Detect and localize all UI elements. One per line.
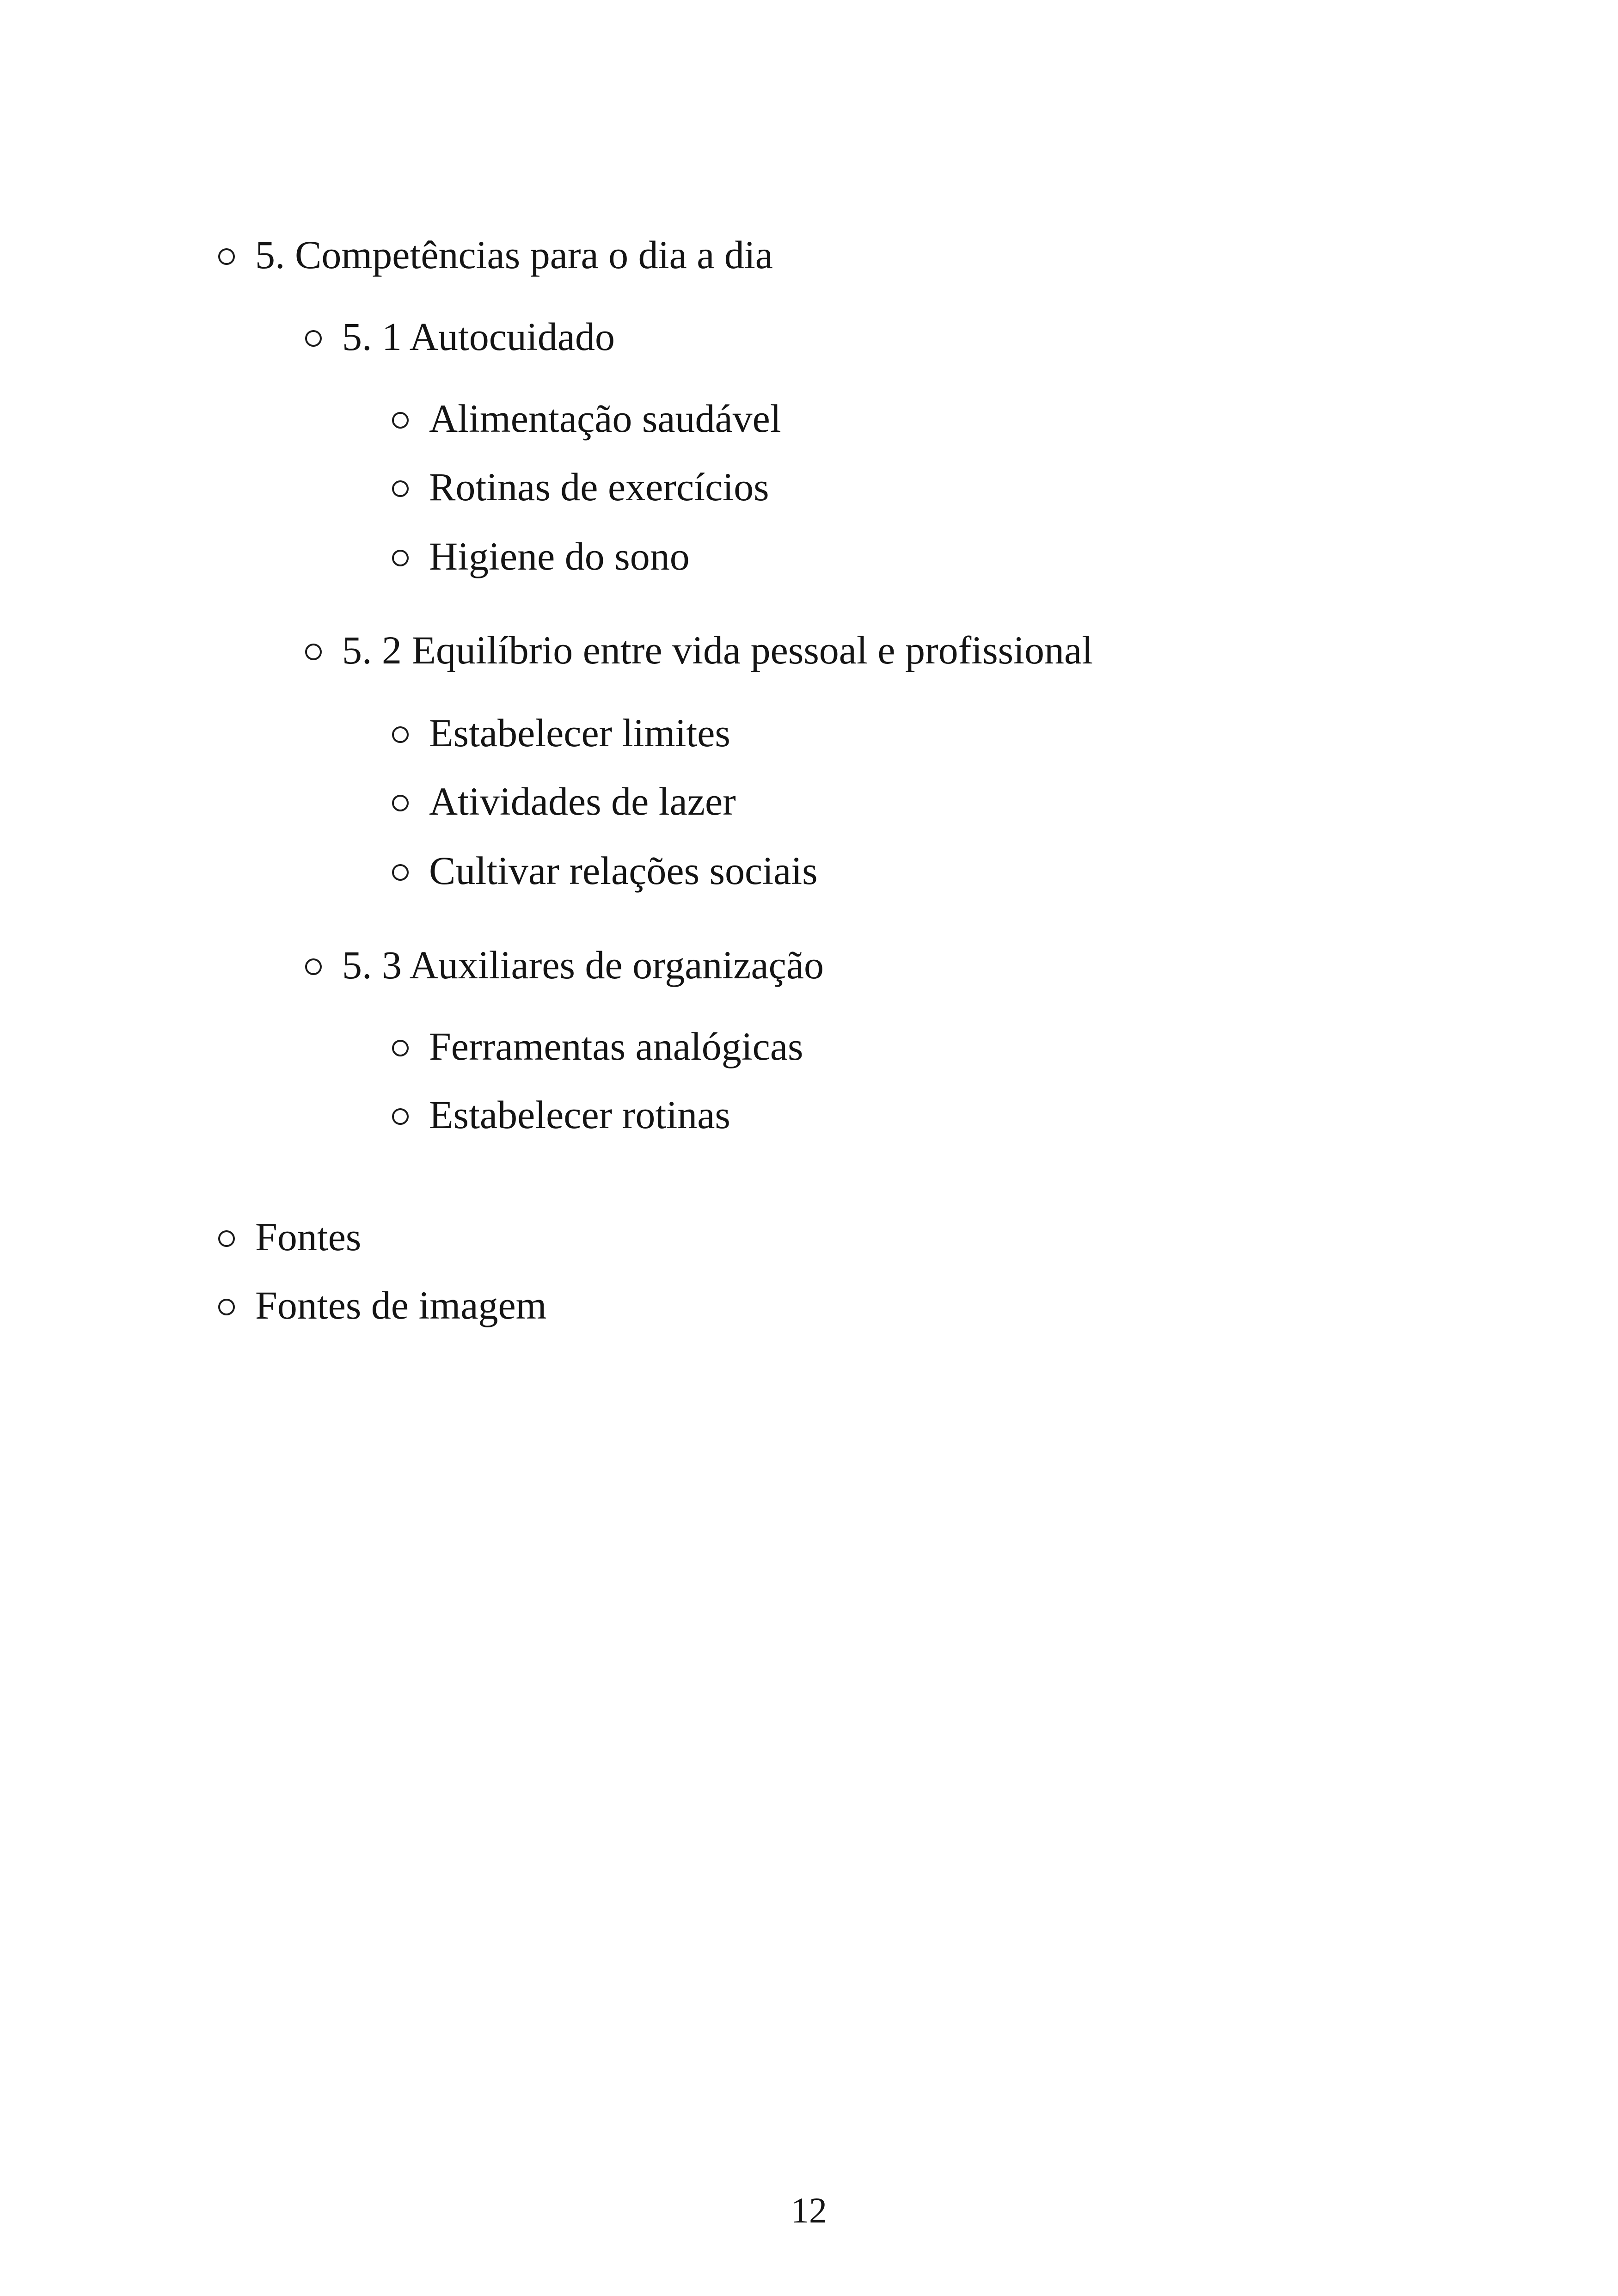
- circle-bullet-icon: [392, 1040, 409, 1056]
- toc-entry-label: Cultivar relações sociais: [429, 848, 818, 893]
- toc-entry-label: Fontes: [255, 1215, 362, 1259]
- toc-entry-item[interactable]: [392, 1026, 803, 1066]
- toc-entry-sources[interactable]: [218, 1217, 361, 1257]
- toc-entry-section-5-2[interactable]: [305, 630, 1093, 670]
- circle-bullet-icon: [218, 248, 235, 265]
- toc-entry-section-5-1[interactable]: [305, 314, 615, 359]
- circle-bullet-icon: [392, 412, 409, 429]
- toc-entry-item[interactable]: [392, 848, 818, 893]
- page-number: 12: [791, 2190, 827, 2230]
- circle-bullet-icon: [305, 958, 322, 975]
- toc-entry-item[interactable]: [392, 396, 781, 441]
- toc-entry-label: Rotinas de exercícios: [429, 465, 769, 509]
- circle-bullet-icon: [392, 1108, 409, 1125]
- toc-entry-item[interactable]: [392, 467, 769, 507]
- toc-entry-item[interactable]: [392, 713, 730, 753]
- toc-entry-section-5-3[interactable]: [305, 945, 824, 985]
- circle-bullet-icon: [218, 1299, 235, 1315]
- toc-entry-section-5[interactable]: [218, 235, 773, 275]
- circle-bullet-icon: [392, 480, 409, 497]
- circle-bullet-icon: [392, 726, 409, 743]
- toc-entry-image-sources[interactable]: [218, 1285, 547, 1325]
- circle-bullet-icon: [392, 864, 409, 881]
- toc-entry-item[interactable]: [392, 781, 736, 821]
- circle-bullet-icon: [305, 644, 322, 660]
- toc-entry-label: 5. Competências para o dia a dia: [255, 233, 773, 277]
- circle-bullet-icon: [218, 1230, 235, 1247]
- circle-bullet-icon: [392, 795, 409, 811]
- toc-entry-label: 5. 2 Equilíbrio entre vida pessoal e profissional: [342, 628, 1093, 672]
- circle-bullet-icon: [305, 330, 322, 347]
- circle-bullet-icon: [392, 550, 409, 566]
- toc-entry-label: Alimentação saudável: [429, 396, 781, 441]
- toc-entry-item[interactable]: [392, 536, 690, 576]
- toc-entry-label: Fontes de imagem: [255, 1283, 547, 1327]
- toc-entry-label: Estabelecer rotinas: [429, 1093, 730, 1137]
- toc-entry-item[interactable]: [392, 1095, 730, 1135]
- toc-entry-label: Estabelecer limites: [429, 711, 730, 755]
- toc-entry-label: Atividades de lazer: [429, 779, 736, 823]
- toc-entry-label: Higiene do sono: [429, 534, 690, 578]
- toc-entry-label: 5. 1 Autocuidado: [342, 314, 615, 359]
- toc-entry-label: 5. 3 Auxiliares de organização: [342, 943, 824, 987]
- toc-entry-label: Ferramentas analógicas: [429, 1024, 803, 1068]
